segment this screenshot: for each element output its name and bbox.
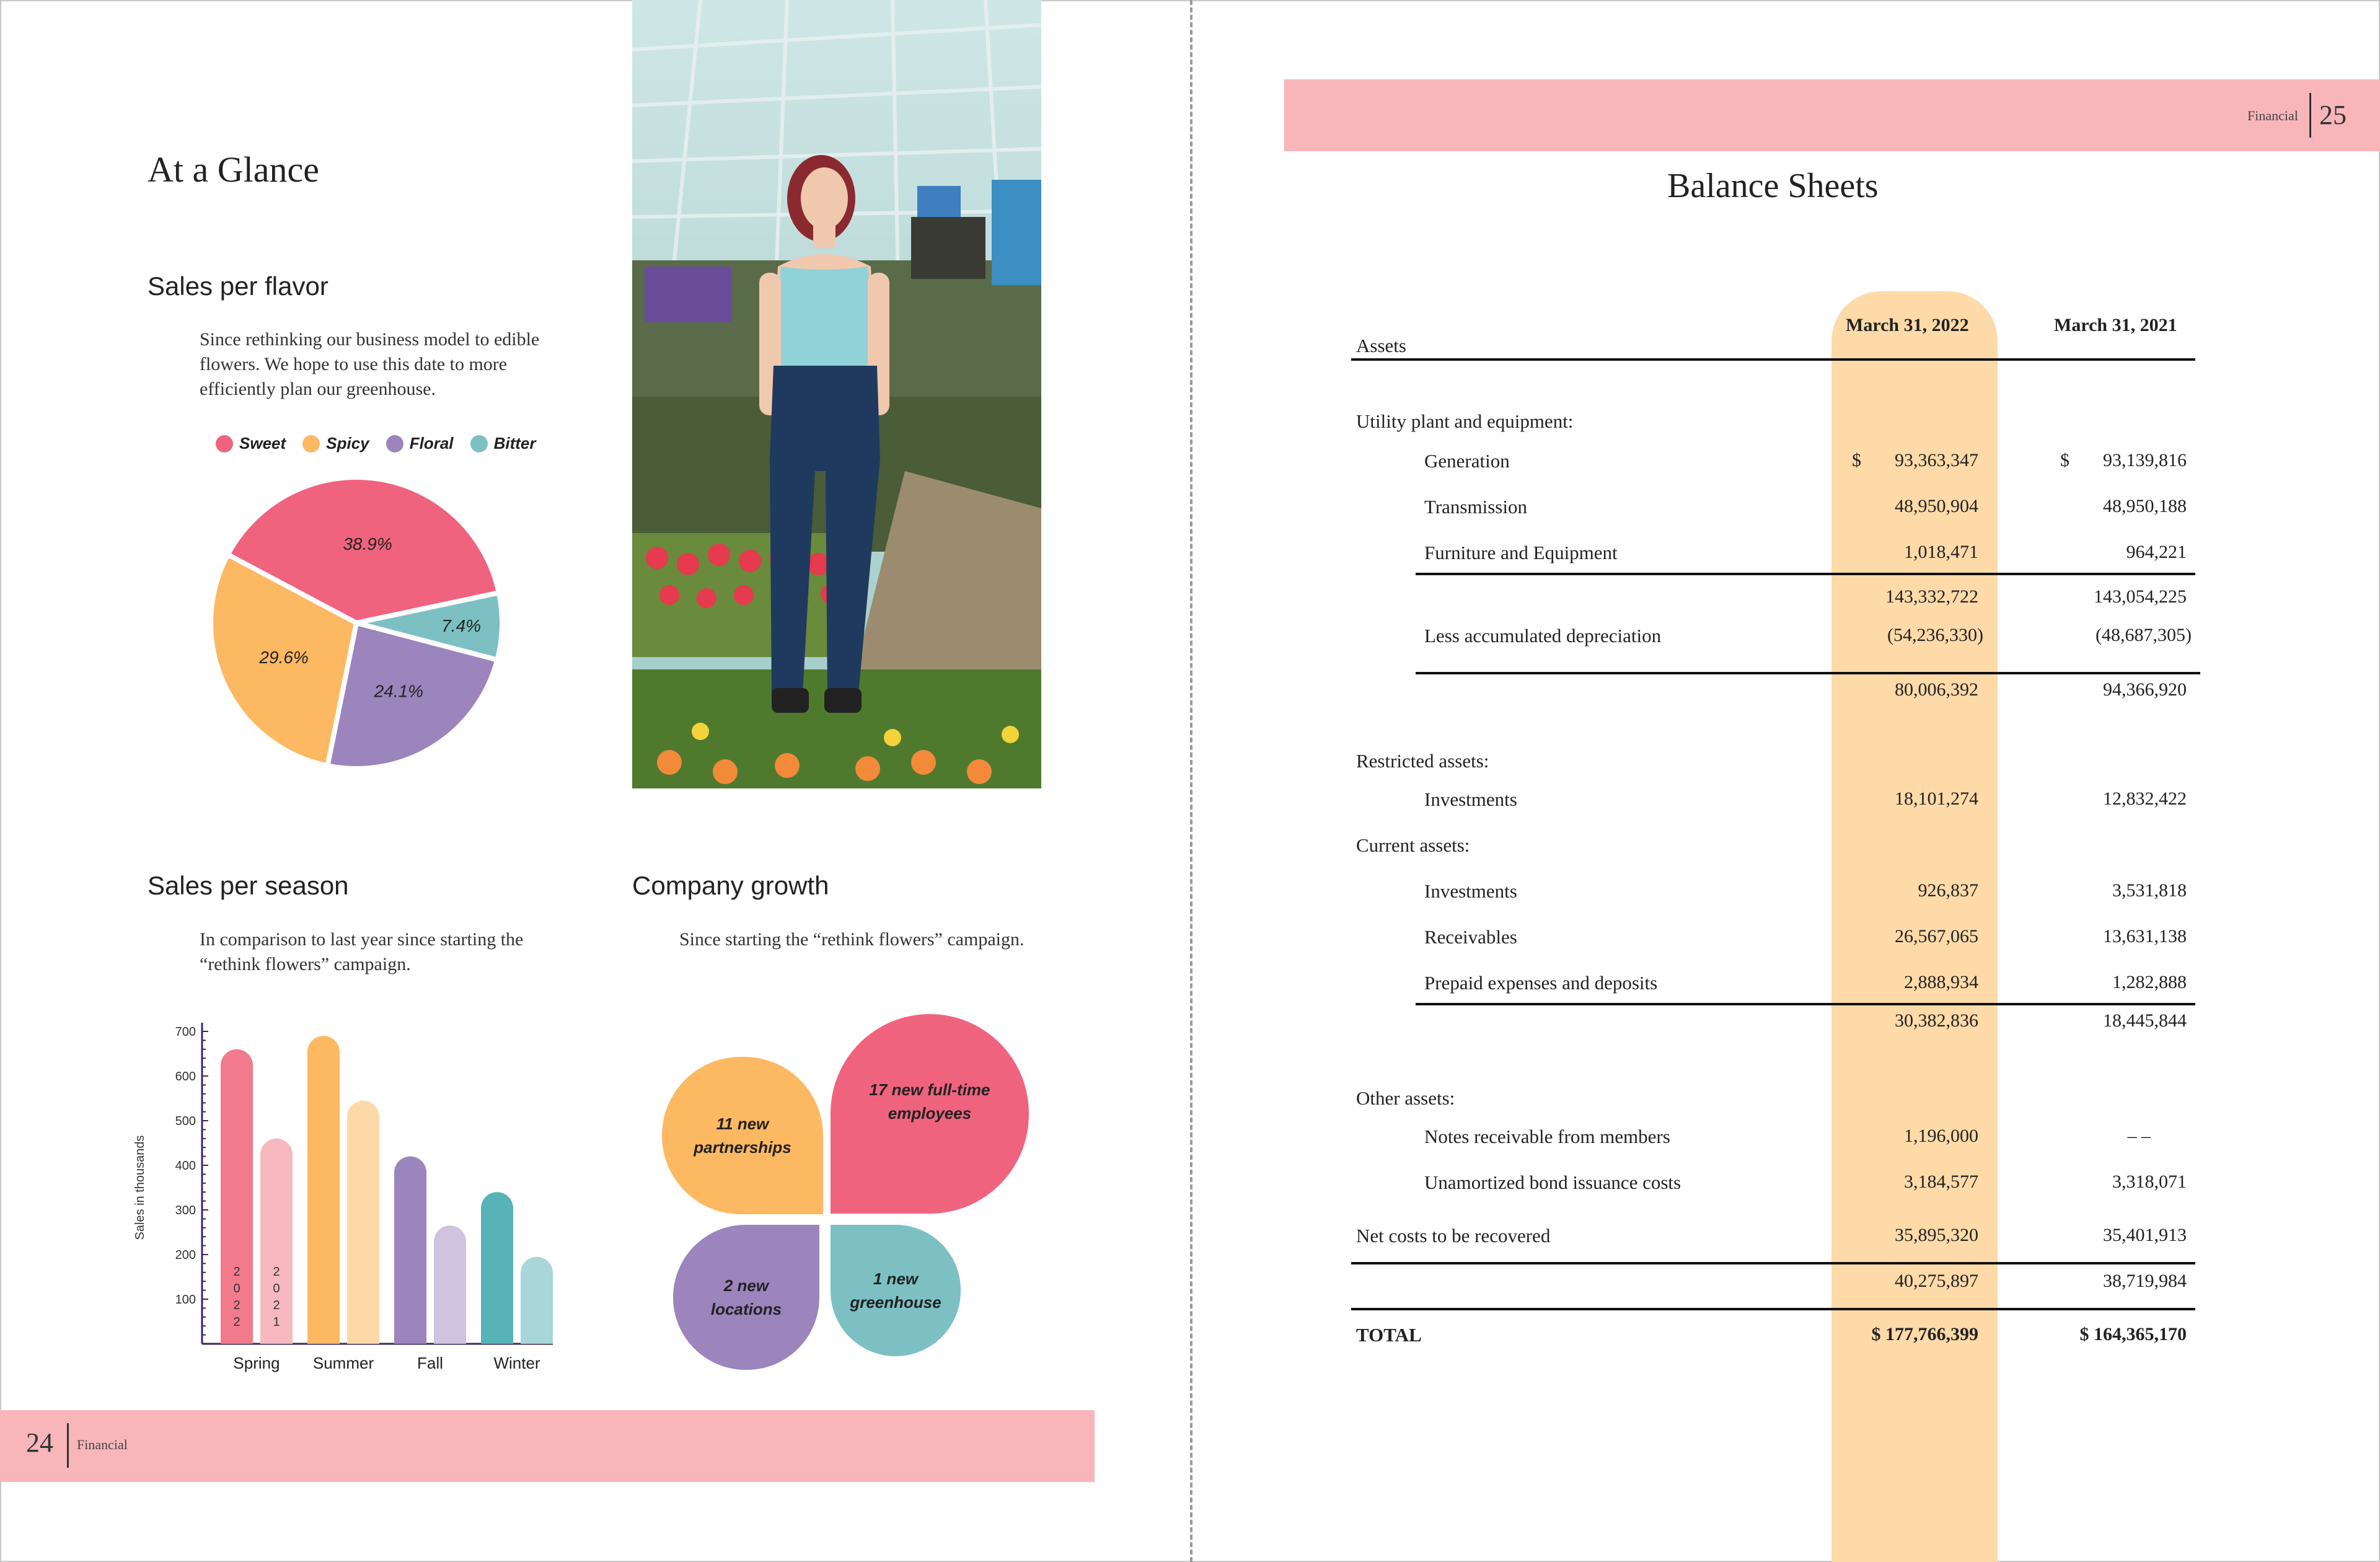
bar-year-label-char: 2 [233,1315,240,1329]
y-axis-label: Sales in thousands [133,1135,147,1240]
flavor-legend [216,434,550,455]
page-divider [1190,0,1192,1562]
bar-year-label-char: 0 [273,1282,280,1295]
v2021-depreciation: (48,687,305) [2096,625,2192,645]
v2021-investments-restricted: 12,832,422 [2103,788,2187,809]
left-footer-label: Financial [77,1437,128,1452]
v2022-depreciation: (54,236,330) [1887,625,1983,645]
v2022-generation: 93,363,347 [1895,450,1978,470]
label-prepaid: Prepaid expenses and deposits [1424,972,1658,994]
label-depreciation: Less accumulated depreciation [1424,625,1662,646]
label-investments-current: Investments [1424,880,1517,902]
v2022-notes: 1,196,000 [1904,1126,1978,1146]
bar-fall-2022 [394,1157,426,1344]
v2022-bond: 3,184,577 [1904,1172,1978,1192]
growth-description: Since starting the “rethink flowers” campaign. [679,929,1025,950]
flavor-heading: Sales per flavor [148,271,328,301]
y-tick-label: 500 [175,1114,196,1128]
left-footer-band [0,1410,1095,1482]
left-page-number: 24 [26,1427,53,1458]
growth-heading: Company growth [632,871,829,900]
v2021-investments-current: 3,531,818 [2112,880,2187,901]
label-receivables: Receivables [1424,926,1517,948]
x-tick-label-winter: Winter [493,1354,540,1372]
y-tick-label: 100 [175,1293,196,1307]
v2021-total: $ 164,365,170 [2079,1324,2187,1344]
y-tick-label: 600 [175,1070,196,1083]
bar-year-label-char: 2 [273,1265,280,1279]
label-utility: Utility plant and equipment: [1356,410,1574,432]
y-tick-label: 300 [175,1204,196,1217]
bar-year-label-char: 2 [233,1299,240,1312]
label-investments-restricted: Investments [1424,788,1517,810]
petal-locations [673,1225,819,1370]
petal-locations-line2: locations [710,1300,782,1318]
right-header-label: Financial [2247,108,2298,123]
label-current: Current assets: [1356,834,1470,856]
legend-bitter-label: Bitter [493,434,536,452]
legend-spicy [302,434,369,453]
flavor-pie-chart [205,471,514,781]
pie-label-bitter: 7.4% [441,616,482,636]
assets-label: Assets [1356,335,1406,356]
pie-label-spicy: 29.6% [259,648,309,668]
legend-floral [386,434,454,453]
petal-greenhouse [831,1225,961,1356]
petal-partnerships [662,1057,823,1214]
bar-summer-2021 [347,1101,379,1344]
v2022-receivables: 26,567,065 [1895,926,1978,946]
label-other: Other assets: [1356,1087,1455,1109]
legend-bitter-swatch [470,435,488,452]
legend-spicy-swatch [302,435,320,452]
v2021-generation: 93,139,816 [2103,450,2187,470]
bar-winter-2022 [481,1192,513,1344]
bar-fall-2021 [434,1225,466,1344]
pie-label-sweet: 38.9% [343,534,392,554]
petal-partnerships-line2: partnerships [694,1138,791,1157]
x-tick-label-spring: Spring [233,1354,280,1372]
photo-illustration [632,0,1041,788]
legend-floral-swatch [386,435,403,452]
bar-year-label-char: 2 [273,1299,280,1312]
bar-winter-2021 [521,1257,553,1344]
pie-label-floral: 24.1% [374,681,424,701]
v2022-subtotal: 143,332,722 [1885,586,1978,607]
v2021-notes: – – [2127,1126,2151,1146]
v2022-net: 80,006,392 [1895,679,1978,700]
v2021-prepaid: 1,282,888 [2112,972,2187,992]
label-furniture: Furniture and Equipment [1424,542,1618,563]
bar-year-label-char: 2 [233,1265,240,1279]
bar-year-label-char: 0 [233,1282,240,1295]
bar-year-label-char: 1 [273,1315,280,1329]
y-tick-label: 700 [175,1025,196,1039]
label-restricted: Restricted assets: [1356,750,1489,772]
page-title-left: At a Glance [148,149,319,190]
v2022-transmission: 48,950,904 [1895,496,1978,516]
petal-greenhouse-line1: 1 new [873,1269,919,1288]
col-header-2022: March 31, 2022 [1846,315,1969,335]
v2022-prepaid: 2,888,934 [1904,972,1978,992]
label-transmission: Transmission [1424,496,1527,518]
rule-header [1351,358,2195,361]
v2021-other-total: 38,719,984 [2103,1271,2187,1291]
v2021-net: 94,366,920 [2103,679,2187,700]
label-notes: Notes receivable from members [1424,1126,1670,1147]
right-header-band [1284,79,2380,151]
v2021-bond: 3,318,071 [2112,1172,2187,1192]
petal-locations-line1: 2 new [723,1276,769,1295]
v2022-furniture: 1,018,471 [1904,542,1978,562]
left-footer-separator [67,1423,69,1468]
rule-other [1351,1262,2195,1264]
label-bond: Unamortized bond issuance costs [1424,1172,1681,1193]
label-generation: Generation [1424,450,1510,472]
season-description: In comparison to last year since starting the “rethink flowers” campaign. [200,929,524,974]
rule-depreciation [1416,672,2200,674]
v2021-transmission: 48,950,188 [2103,496,2187,516]
flavor-description: Since rethinking our business model to edible flowers. We hope to use this date to more efficiently plan our greenhouse. [200,329,540,399]
legend-bitter [470,434,536,453]
x-tick-label-summer: Summer [312,1354,374,1372]
v2022-investments-restricted: 18,101,274 [1895,788,1978,809]
v2022-other-total: 40,275,897 [1895,1271,1978,1291]
legend-floral-label: Floral [409,434,454,452]
v2022-investments-current: 926,837 [1918,880,1978,901]
petal-greenhouse-line2: greenhouse [850,1293,941,1312]
label-netcosts: Net costs to be recovered [1356,1225,1551,1247]
page-title-right: Balance Sheets [1667,167,1879,205]
x-tick-label-fall: Fall [417,1354,443,1372]
currency-generation-2021: $ [2060,450,2069,470]
v2021-receivables: 13,631,138 [2103,926,2187,946]
right-header-separator [2309,93,2311,138]
y-tick-label: 200 [175,1248,196,1262]
legend-sweet [216,434,286,453]
rule-utility [1416,573,2195,575]
v2021-netcosts: 35,401,913 [2103,1225,2187,1245]
right-page-number: 25 [2319,100,2347,130]
v2022-netcosts: 35,895,320 [1895,1225,1978,1245]
legend-sweet-swatch [216,435,233,452]
season-bar-chart [124,1004,570,1376]
petal-employees [831,1014,1029,1214]
v2022-current-total: 30,382,836 [1895,1010,1978,1031]
legend-sweet-label: Sweet [239,434,286,452]
currency-generation-2022: $ [1852,450,1861,470]
label-total: TOTAL [1356,1324,1422,1346]
v2021-current-total: 18,445,844 [2103,1010,2187,1031]
petal-employees-line1: 17 new full-time [869,1080,990,1099]
v2021-furniture: 964,221 [2126,542,2187,562]
legend-spicy-label: Spicy [326,434,369,452]
bar-summer-2022 [307,1036,340,1344]
petal-employees-line2: employees [888,1104,972,1123]
v2021-subtotal: 143,054,225 [2094,586,2187,607]
rule-total [1351,1308,2195,1310]
greenhouse-photo [632,0,1041,788]
v2022-total: $ 177,766,399 [1871,1324,1978,1344]
petal-partnerships-line1: 11 new [716,1114,769,1133]
y-tick-label: 400 [175,1159,196,1173]
bar-spring-2021 [260,1139,293,1344]
col-header-2021: March 31, 2021 [2054,315,2177,335]
rule-current [1416,1003,2195,1005]
season-heading: Sales per season [148,871,349,900]
